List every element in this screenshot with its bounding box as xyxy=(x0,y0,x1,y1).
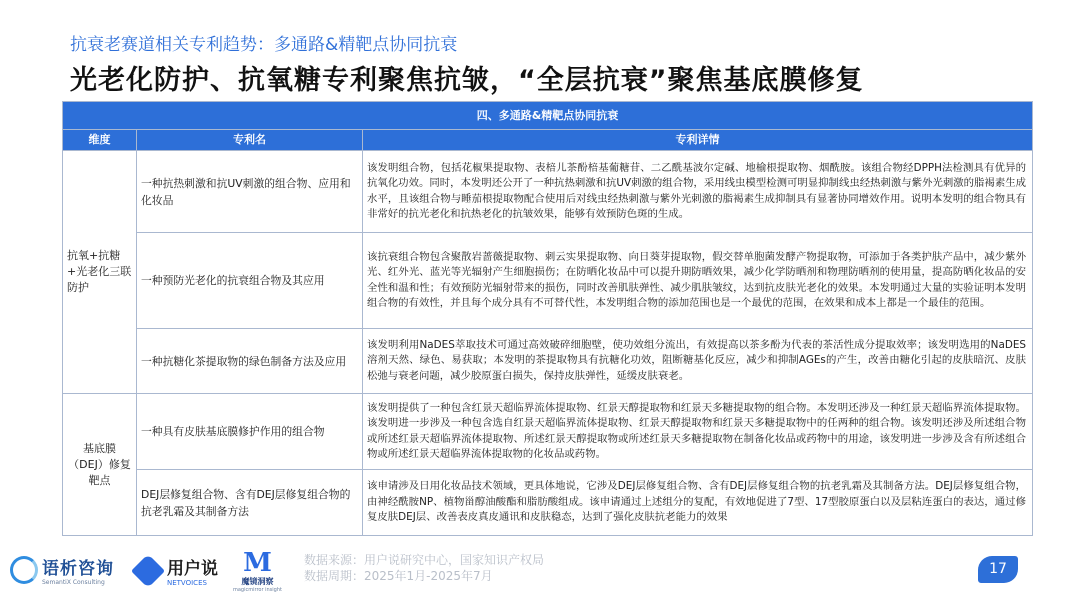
page-number: 17 xyxy=(978,556,1018,583)
table-row xyxy=(63,233,1033,329)
patent-detail-cell: 该发明提供了一种包含红景天超临界流体提取物、红景天醇提取物和红景天多糖提取物的组合物。本发明还涉及一种红景天超临界流体提取物。该发明进一步涉及一种包含选自红景天超临界流体提取物、红景天醇提取物和红景天多糖提取物中的任两种的组合物。该发明还涉及所述组合物或所述红景天超临界流体提取物、所述红景天醇提取物或所述红景天多糖提取物在制备化妆品或药物中的用途，该发明进一步涉及含有所述组合物或所述红景天超临界流体提取物的化妆品或药物。 xyxy=(363,394,1033,470)
netvoices-logo-en: NETVOICES xyxy=(167,579,207,587)
page-title: 光老化防护、抗氧糖专利聚焦抗皱，“全层抗衰”聚焦基底膜修复 xyxy=(70,65,864,96)
table-row xyxy=(63,329,1033,394)
semantix-logo-en: SemantiX Consulting xyxy=(42,579,105,586)
patent-detail-cell: 该发明组合物，包括花椒果提取物、表棓儿茶酚棓基葡糖苷、二乙酰基波尔定碱、地榆根提取物、烟酰胺。该组合物经DPPH法检测具有优异的抗氧化功效。同时，本发明还公开了一种抗热刺激和抗UV刺激的组合物，采用线虫模型检测可明显抑制线虫经热刺激与紫外光刺激的脂褐素生成水平，且该组合物与睡茄根提取物配合使用后对线虫经热刺激与紫外光刺激的脂褐素生成抑制具有显著协同增效作用。说明本发明的组合物具有非常好的抗光老化和抗热老化的抗皱效果，能够有效预防色斑的生成。 xyxy=(363,151,1033,233)
mirror-logo-en: magicmirror insight xyxy=(233,587,282,593)
semantix-logo xyxy=(10,554,114,586)
column-header-patent-detail: 专利详情 xyxy=(363,130,1033,151)
column-header-dimension: 维度 xyxy=(63,130,137,151)
patent-name-cell: 一种抗糖化茶提取物的绿色制备方法及应用 xyxy=(137,329,363,394)
patent-detail-cell: 该申请涉及日用化妆品技术领域，更具体地说，它涉及DEJ层修复组合物、含有DEJ层修复组合物的抗老乳霜及其制备方法。DEJ层修复组合物，由神经酰胺NP、植物甾醇油酸酯和脂肪酸组成。该申请通过上述组分的复配，有效地促进了7型、17型胶原蛋白以及层粘连蛋白的表达，通过修复皮肤DEJ层、改善表皮真皮通讯和皮肤稳态，达到了强化皮肤抗老能力的效果 xyxy=(363,470,1033,536)
patent-name-cell: 一种抗热刺激和抗UV刺激的组合物、应用和化妆品 xyxy=(137,151,363,233)
footer xyxy=(0,548,1080,608)
patent-name-cell: 一种预防光老化的抗衰组合物及其应用 xyxy=(137,233,363,329)
table-banner: 四、多通路&精靶点协同抗衰 xyxy=(63,102,1033,130)
dimension-cell: 抗氧+抗糖+光老化三联防护 xyxy=(63,151,137,394)
table-row xyxy=(63,151,1033,233)
section-subtitle: 抗衰老赛道相关专利趋势：多通路&精靶点协同抗衰 xyxy=(70,35,458,55)
patent-detail-cell: 该发明利用NaDES萃取技术可通过高效破碎细胞壁，使功效组分流出，有效提高以茶多酚为代表的茶活性成分提取效率；该发明选用的NaDES溶剂天然、绿色、易获取；本发明的茶提取物具有抗糖化功效，阻断糖基化反应，减少和抑制AGEs的产生，改善由糖化引起的皮肤暗沉、皮肤松弛与衰老问题，减少胶原蛋白损失，保持皮肤弹性，延缓皮肤衰老。 xyxy=(363,329,1033,394)
table-row xyxy=(63,470,1033,536)
table-row xyxy=(63,394,1033,470)
dimension-cell: 基底膜（DEJ）修复靶点 xyxy=(63,394,137,536)
netvoices-logo-name: 用户说 xyxy=(167,559,218,579)
mirror-logo xyxy=(233,550,282,593)
netvoices-logo-icon xyxy=(131,554,165,588)
data-source xyxy=(304,552,544,584)
patent-name-cell: 一种具有皮肤基底膜修护作用的组合物 xyxy=(137,394,363,470)
patent-table xyxy=(62,101,1032,536)
column-header-patent-name: 专利名 xyxy=(137,130,363,151)
semantix-logo-icon xyxy=(10,556,38,584)
source-line: 数据来源：用户说研究中心，国家知识产权局 xyxy=(304,553,545,567)
netvoices-logo xyxy=(133,554,218,587)
mirror-logo-name: 魔镜洞察 xyxy=(241,577,274,586)
period-line: 数据周期：2025年1月-2025年7月 xyxy=(304,569,493,583)
table-banner-row xyxy=(63,102,1033,130)
semantix-logo-name: 语析咨询 xyxy=(42,559,114,579)
mirror-logo-icon: M xyxy=(243,548,272,578)
patent-detail-cell: 该抗衰组合物包含聚散岩蔷薇提取物、刺云实果提取物、向日葵芽提取物，假交替单胞菌发酵产物提取物，可添加于各类护肤产品中，减少紫外光、红外光、蓝光等光辐射产生细胞损伤；在防晒化妆品中可以提升期防晒效果，减少化学防晒剂和物理防晒剂的使用量，提高防晒化妆品的安全性和温和性；有效预防光辐射带来的损伤，同时改善肌肤弹性、减少肌肤皱纹，达到抗皮肤光老化的效果。本发明通过大量的实验证明本发明组合物的有效性，并且每个成分具有不可替代性，本发明组合物的添加范围也是一个最优的范围，在效果和成本上都是一个最佳的范围。 xyxy=(363,233,1033,329)
patent-name-cell: DEJ层修复组合物、含有DEJ层修复组合物的抗老乳霜及其制备方法 xyxy=(137,470,363,536)
table-header-row xyxy=(63,130,1033,151)
